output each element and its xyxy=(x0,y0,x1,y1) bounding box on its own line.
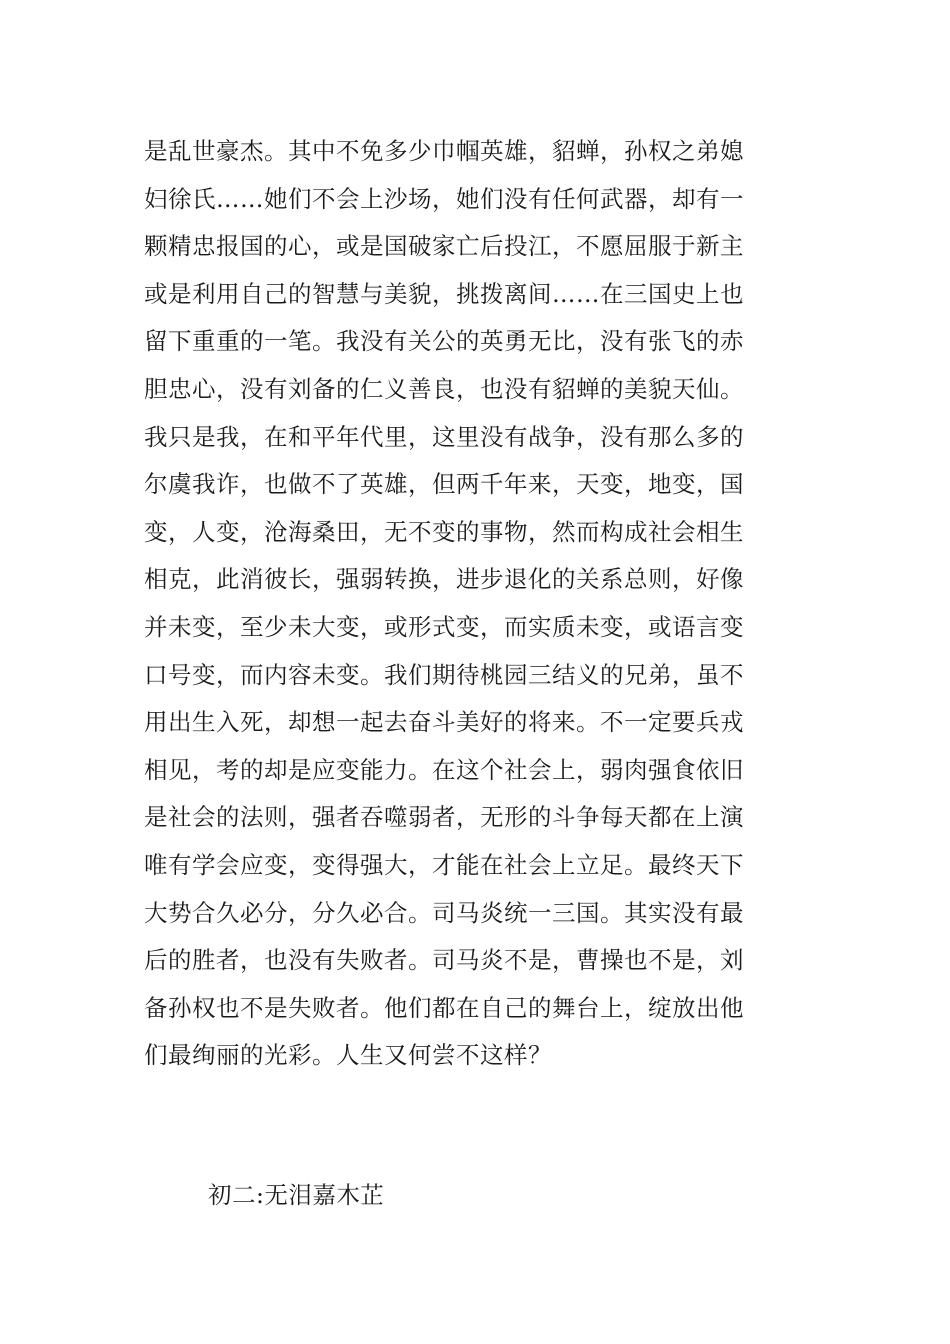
text-line: 备孙权也不是失败者。他们都在自己的舞台上，绽放出他 xyxy=(144,993,744,1022)
text-line: 尔虞我诈，也做不了英雄，但两千年来，天变，地变，国 xyxy=(144,470,744,499)
text-line: 用出生入死，却想一起去奋斗美好的将来。不一定要兵戎 xyxy=(144,708,744,737)
text-line: 妇徐氏……她们不会上沙场，她们没有任何武器，却有一 xyxy=(144,184,744,213)
text-line: 口号变，而内容未变。我们期待桃园三结义的兄弟，虽不 xyxy=(144,660,744,689)
text-line: 是乱世豪杰。其中不免多少巾帼英雄，貂蝉，孙权之弟媳 xyxy=(144,137,744,165)
section-heading: 初二:无泪嘉木芷 xyxy=(208,1181,385,1209)
text-line: 相克，此消彼长，强弱转换，进步退化的关系总则，好像 xyxy=(144,565,744,594)
text-line: 大势合久必分，分久必合。司马炎统一三国。其实没有最 xyxy=(144,898,744,927)
text-line: 颗精忠报国的心，或是国破家亡后投江，不愿屈服于新主 xyxy=(144,232,744,261)
text-line: 相见，考的却是应变能力。在这个社会上，弱肉强食依旧 xyxy=(144,755,744,784)
text-line: 变，人变，沧海桑田，无不变的事物，然而构成社会相生 xyxy=(144,517,744,546)
text-line: 我只是我，在和平年代里，这里没有战争，没有那么多的 xyxy=(144,422,744,451)
text-line: 胆忠心，没有刘备的仁义善良，也没有貂蝉的美貌天仙。 xyxy=(144,374,744,403)
text-line: 或是利用自己的智慧与美貌，挑拨离间……在三国史上也 xyxy=(144,279,744,308)
text-line: 唯有学会应变，变得强大，才能在社会上立足。最终天下 xyxy=(144,850,744,879)
text-line: 后的胜者，也没有失败者。司马炎不是，曹操也不是，刘 xyxy=(144,946,744,975)
text-line: 留下重重的一笔。我没有关公的英勇无比，没有张飞的赤 xyxy=(144,327,744,356)
essay-paragraph xyxy=(144,128,814,1080)
text-line: 是社会的法则，强者吞噬弱者，无形的斗争每天都在上演 xyxy=(144,803,744,832)
text-line: 们最绚丽的光彩。人生又何尝不这样？ xyxy=(144,1041,552,1070)
text-line: 并未变，至少未大变，或形式变，而实质未变，或语言变 xyxy=(144,612,744,641)
